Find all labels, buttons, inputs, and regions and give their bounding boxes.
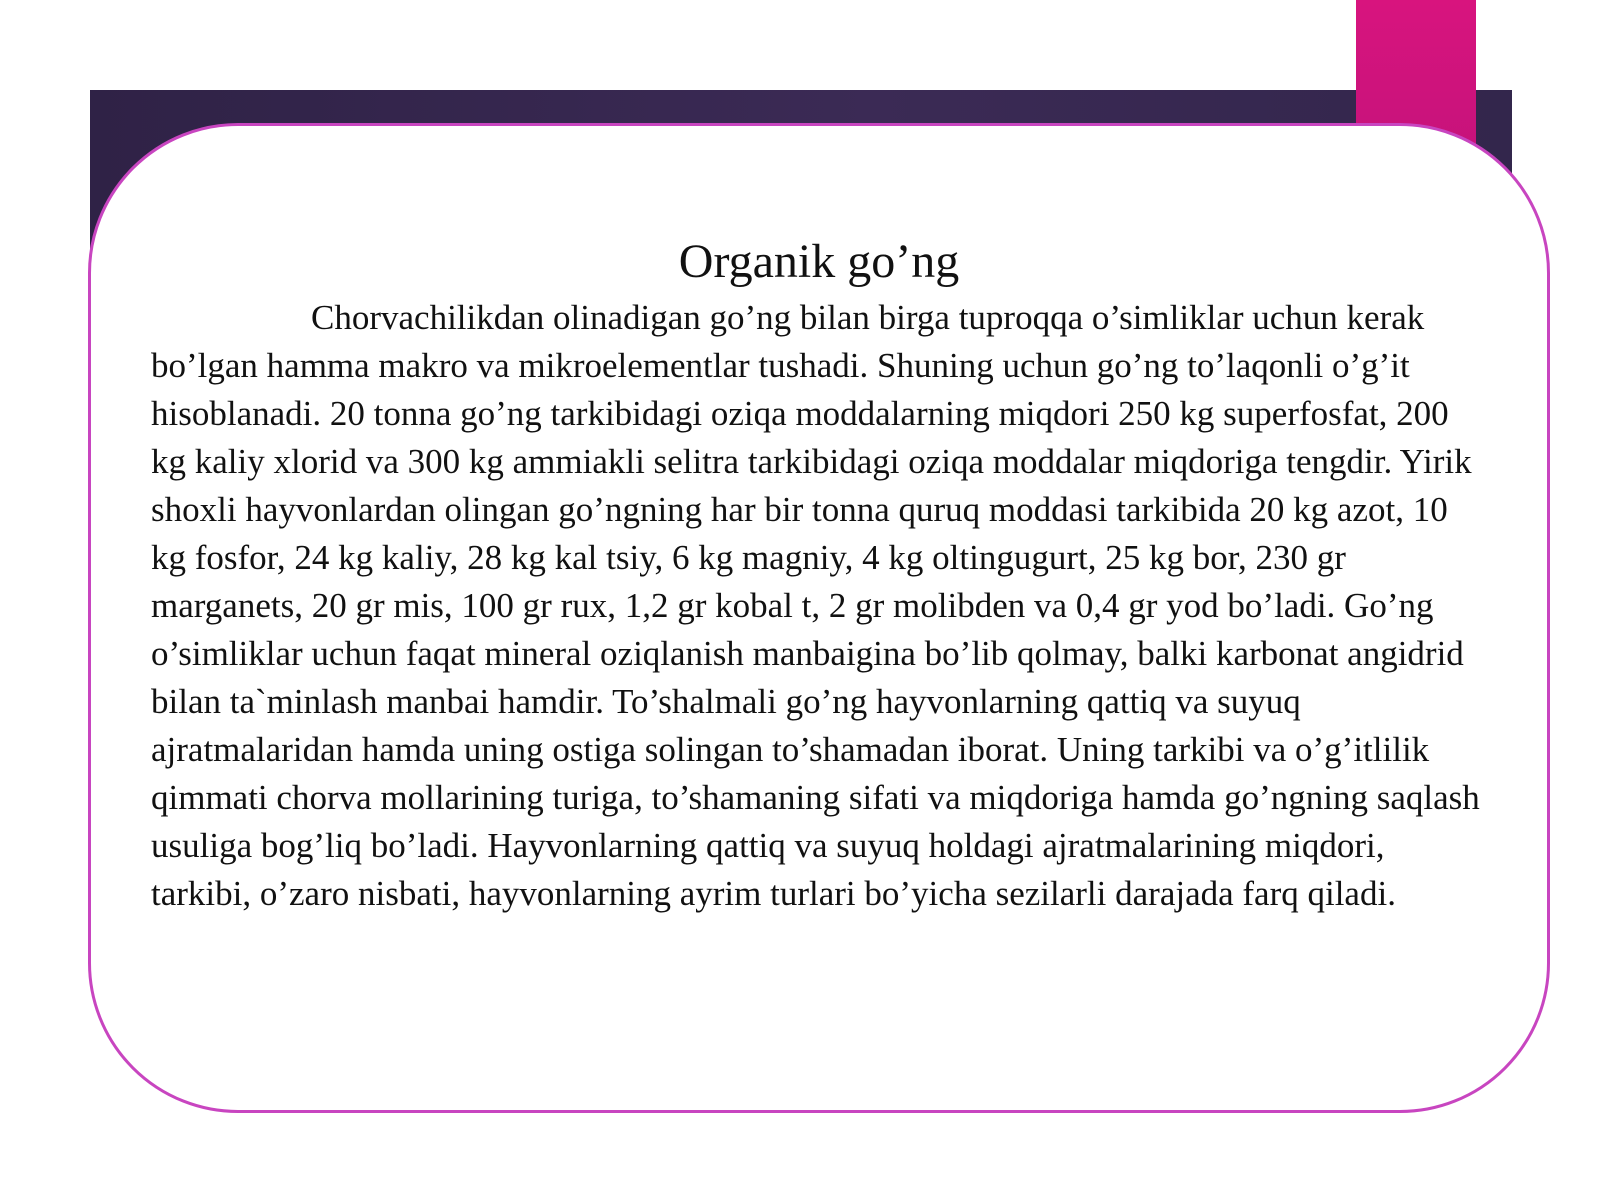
slide-title: Organik go’ng: [678, 235, 960, 288]
slide-body-text: Chorvachilikdan olinadigan go’ng bilan birga tuproqqa o’simliklar uchun kerak bo’lgan hamma makro va mikroelementlar tushadi. Shuning uchun go’ng to’laqonli o’g’it hisoblanadi. 20 tonna go’ng tarkibidagi oziqa moddalarning miqdori 250 kg superfosfat, 200 kg kaliy xlorid va 300 kg ammiakli selitra tarkibidagi oziqa moddalar miqdoriga tengdir. Yirik shoxli hayvonlardan olingan go’ngning har bir tonna quruq moddasi tarkibida 20 kg azot, 10 kg fosfor, 24 kg kaliy, 28 kg kal tsiy, 6 kg magniy, 4 kg oltingugurt, 25 kg bor, 230 gr marganets, 20 gr mis, 100 gr rux, 1,2 gr kobal t, 2 gr molibden va 0,4 gr yod bo’ladi. Go’ng o’simliklar uchun faqat mineral oziqlanish manbaigina bo’lib qolmay, balki karbonat angidrid bilan ta`minlash manbai hamdir. To’shalmali go’ng hayvonlarning qattiq va suyuq ajratmalaridan hamda uning ostiga solingan to’shamadan iborat. Uning tarkibi va o’g’itlilik qimmati chorva mollarining turiga, to’shamaning sifati va miqdoriga hamda go’ngning saqlash usuliga bog’liq bo’ladi. Hayvonlarning qattiq va suyuq holdagi ajratmalarining miqdori, tarkibi, o’zaro nisbati, hayvonlarning ayrim turlari bo’yicha sezilarli darajada farq qiladi.: [151, 298, 1480, 913]
